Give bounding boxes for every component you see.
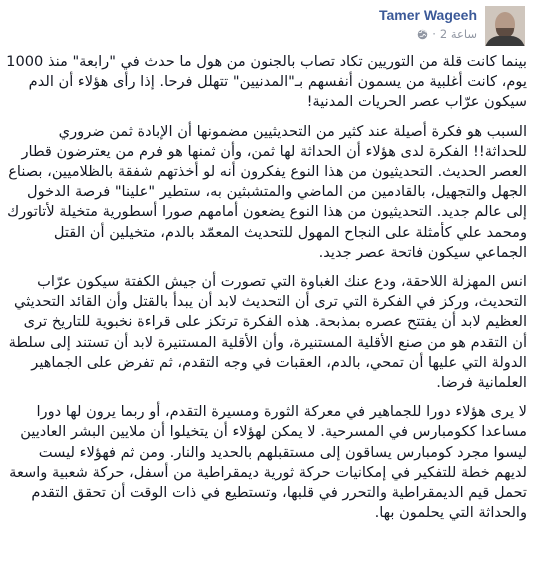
post-timestamp[interactable]: 2 ساعة: [439, 27, 477, 41]
post-paragraph-4: لا يرى هؤلاء دورا للجماهير في معركة الثورة ومسيرة التقدم، أو ربما يرون لها دورا مساعدا ككومبارس في المسرحية. لا يمكن لهؤلاء أن يتخيلوا أن ملايين البشر العاديين ليسوا مجرد كومبارس يساقون إلى مستقبلهم بالحديد والنار. ومن ثم فهؤلاء ليست لديهم خطة للتفكير في إمكانيات حركة ثورية ديمقراطية من أسفل، حركة شعبية واسعة تحمل قيم الديمقراطية والتحرر في قلبها، وتستطيع في ذات الوقت أن تحقق التقدم والحداثة التي يحلمون بها.: [9, 403, 527, 522]
author-avatar[interactable]: [485, 6, 525, 46]
author-name[interactable]: Tamer Wageeh: [378, 7, 477, 23]
post-header: [379, 6, 525, 46]
time-separator: ·: [432, 27, 436, 41]
post-meta: [379, 6, 477, 42]
time-row: [379, 26, 477, 42]
post-paragraph-3: انس المهزلة اللاحقة، ودع عنك الغباوة التي تصورت أن جيش الكفتة سيكون عرّاب التحديث، وركز في الفكرة التي ترى أن التحديث لابد أن يبدأ بالقتل وأن القائد التحديثي العظيم لابد أن يفتتح عصره بمذبحة. هذه الفكرة ترتكز على قراءة نخبوية للتاريخ ترى أن التقدم هو من صنع الأقلية المستنيرة، وأن الأقلية المستنيرة لابد أن تستند إلى سلطة الدولة التي عليها أن تمحي، بالدم، العقبات في وجه التقدم، ثم تفرض على الجماهير العلمانية فرضا.: [8, 273, 527, 392]
post-paragraph-1: بينما كانت قلة من التوريين تكاد تصاب بالجنون من هول ما حدث في "رابعة" منذ 1000 يوم، كانت أغلبية من يسمون أنفسهم بـ"المدنيين" تتهلل فرحا. إذا رأى هؤلاء أن الدم سيكون عرّاب عصر الحريات المدنية!: [6, 53, 527, 111]
post-paragraph-2: السبب هو فكرة أصيلة عند كثير من التحديثيين مضمونها أن الإبادة ثمن ضروري للحداثة!! الفكرة لدى هؤلاء أن الحداثة لها ثمن، وأن ثمنها هو فرم من يعترضون قطار العصر الحديث. التحديثيون من هذا النوع يفكرون أنه لو أخذتهم شفقة بالظلاميين، بصناع الجهل والتجهيل، بالقادمين من الماضي والمتشبثين به، ستطير "علينا" فرصة الدخول إلى عالم جديد. التحديثيون من هذا النوع يضعون أمامهم صورا أسطورية متخيلة لأتاتورك ومحمد علي كأمثلة على النجاح المهول للتحديث المعمّد بالدم، متخيلين أن القتل الجماعي سيكون فاتحة عصر جديد.: [7, 122, 527, 261]
globe-icon[interactable]: [417, 29, 428, 40]
avatar-shoulders: [485, 36, 525, 46]
post-body: [6, 52, 527, 532]
